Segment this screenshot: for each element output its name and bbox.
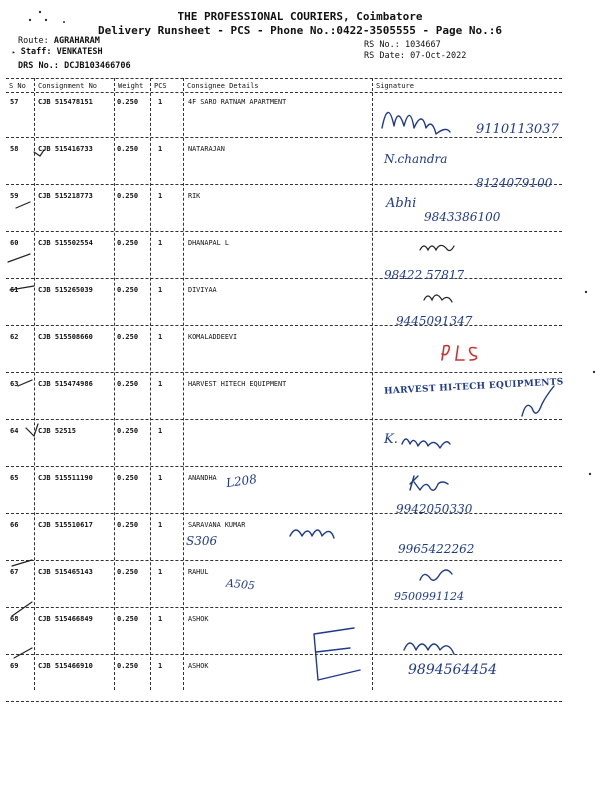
speckle-mark xyxy=(589,473,591,475)
row-pcs: 1 xyxy=(158,239,163,247)
row-consignment: CJB 515465143 xyxy=(38,568,93,576)
row-pcs: 1 xyxy=(158,568,163,576)
row-sno: 68 xyxy=(10,615,19,623)
handwritten-name: Abhi xyxy=(386,196,417,211)
handwritten-flat: S306 xyxy=(186,534,218,548)
handwritten-phone: 9894564454 xyxy=(408,662,498,678)
check-mark-icon xyxy=(34,150,44,156)
check-mark-icon xyxy=(12,560,32,566)
row-pcs: 1 xyxy=(158,333,163,341)
row-consignment: CJB 515508660 xyxy=(38,333,93,341)
row-consignment: CJB 515474986 xyxy=(38,380,93,388)
signature-scribble xyxy=(442,346,476,360)
row-sno: 67 xyxy=(10,568,19,576)
handwritten-phone: 8124079100 xyxy=(476,176,553,190)
signature-scribble xyxy=(522,386,554,416)
row-pcs: 1 xyxy=(158,521,163,529)
row-weight: 0.250 xyxy=(117,474,139,482)
row-consignee: HARVEST HITECH EQUIPMENT xyxy=(188,380,287,388)
runsheet-title: Delivery Runsheet - PCS - Phone No.:0422-3505555 - Page No.:6 xyxy=(98,24,502,37)
row-pcs: 1 xyxy=(158,615,163,623)
speckle-mark xyxy=(585,291,587,293)
handwritten-name: K. xyxy=(384,432,398,447)
staff-value: VENKATESH xyxy=(56,47,103,57)
handwritten-phone: 9500991124 xyxy=(394,590,464,603)
row-consignee: KOMALADDEEVI xyxy=(188,333,238,341)
signature-scribble xyxy=(424,295,452,302)
handwritten-phone: 9942050330 xyxy=(396,502,473,516)
col-header-consignment: Consignment No xyxy=(38,82,98,90)
handwritten-phone: 9445091347 xyxy=(396,314,473,328)
row-consignment: CJB 515510617 xyxy=(38,521,93,529)
handwritten-phone: 9110113037 xyxy=(476,122,559,137)
row-pcs: 1 xyxy=(158,662,163,670)
row-consignee: DHANAPAL L xyxy=(188,239,229,247)
rs-no-value: 1034667 xyxy=(404,40,441,50)
row-weight: 0.250 xyxy=(117,568,139,576)
row-sno: 63 xyxy=(10,380,19,388)
col-header-signature: Signature xyxy=(376,82,414,90)
drs-label: DRS No.: xyxy=(18,61,59,71)
row-sno: 57 xyxy=(10,98,19,106)
col-header-consignee: Consignee Details xyxy=(187,82,259,90)
check-mark-icon xyxy=(18,380,32,386)
signature-scribble xyxy=(382,112,450,134)
signature-scribble xyxy=(420,245,454,250)
drs-value: DCJB103466706 xyxy=(64,61,131,71)
row-consignment: CJB 515466849 xyxy=(38,615,93,623)
check-mark-icon xyxy=(10,286,34,290)
row-consignee: ANANDHA xyxy=(188,474,217,482)
row-consignee: ASHOK xyxy=(188,662,209,670)
row-weight: 0.250 xyxy=(117,145,139,153)
col-header-pcs: PCS xyxy=(154,82,167,90)
signature-scribble xyxy=(404,643,454,654)
check-mark-icon xyxy=(8,254,30,262)
row-pcs: 1 xyxy=(158,380,163,388)
signature-scribble xyxy=(410,476,448,490)
row-weight: 0.250 xyxy=(117,239,139,247)
rs-date-value: 07-Oct-2022 xyxy=(410,51,467,61)
row-pcs: 1 xyxy=(158,427,163,435)
signature-scribble xyxy=(290,530,334,538)
route-value: AGRAHARAM xyxy=(53,36,100,46)
signature-scribble xyxy=(314,628,360,680)
handwritten-flat: L208 xyxy=(225,471,258,491)
speckle-mark xyxy=(39,11,41,13)
row-weight: 0.250 xyxy=(117,521,139,529)
row-weight: 0.250 xyxy=(117,615,139,623)
row-sno: 61 xyxy=(10,286,19,294)
company-stamp: HARVEST HI-TECH EQUIPMENTS xyxy=(383,377,564,397)
signature-scribble xyxy=(420,570,452,580)
row-consignment: CJB 515265039 xyxy=(38,286,93,294)
speckle-mark xyxy=(29,19,31,21)
arrow-mark-icon: ▸ xyxy=(12,49,16,56)
row-consignee: NATARAJAN xyxy=(188,145,225,153)
handwritten-phone: 98422 57817 xyxy=(384,268,465,282)
row-consignment: CJB 515502554 xyxy=(38,239,93,247)
row-sno: 64 xyxy=(10,427,19,435)
speckle-mark xyxy=(593,371,595,373)
row-sno: 58 xyxy=(10,145,19,153)
check-mark-icon xyxy=(14,648,32,658)
row-consignee: SARAVANA KUMAR xyxy=(188,521,246,529)
handwritten-phone: 9965422262 xyxy=(398,542,475,556)
rs-date-label: RS Date: xyxy=(364,51,405,61)
row-pcs: 1 xyxy=(158,98,163,106)
check-mark-icon xyxy=(26,424,38,436)
speckle-mark xyxy=(45,19,47,21)
row-consignment: CJB 515416733 xyxy=(38,145,93,153)
row-consignee: DIVIYAA xyxy=(188,286,217,294)
route-label: Route: xyxy=(18,36,49,46)
row-weight: 0.250 xyxy=(117,98,139,106)
staff-label: Staff: xyxy=(20,47,52,57)
row-sno: 69 xyxy=(10,662,19,670)
row-consignee: RAHUL xyxy=(188,568,209,576)
row-weight: 0.250 xyxy=(117,333,139,341)
speckle-mark xyxy=(63,21,65,23)
row-sno: 59 xyxy=(10,192,19,200)
row-consignment: CJB 515218773 xyxy=(38,192,93,200)
row-consignment: CJB 515466910 xyxy=(38,662,93,670)
col-header-sno: S No xyxy=(9,82,26,90)
row-weight: 0.250 xyxy=(117,192,139,200)
row-consignment: CJB 52515 xyxy=(38,427,76,435)
handwritten-name: N.chandra xyxy=(384,152,448,166)
row-sno: 65 xyxy=(10,474,19,482)
row-consignee: ASHOK xyxy=(188,615,209,623)
row-consignment: CJB 515478151 xyxy=(38,98,93,106)
row-weight: 0.250 xyxy=(117,286,139,294)
row-consignee: RIK xyxy=(188,192,201,200)
check-mark-icon xyxy=(12,602,32,616)
row-consignee: 4F SARO RATNAM APARTMENT xyxy=(188,98,287,106)
signature-scribble xyxy=(402,439,450,448)
handwritten-phone: 9843386100 xyxy=(424,210,501,224)
row-weight: 0.250 xyxy=(117,427,139,435)
row-pcs: 1 xyxy=(158,145,163,153)
company-title: THE PROFESSIONAL COURIERS, Coimbatore xyxy=(177,10,423,23)
check-mark-icon xyxy=(16,202,30,208)
row-sno: 60 xyxy=(10,239,19,247)
row-pcs: 1 xyxy=(158,474,163,482)
handwritten-flat: A505 xyxy=(225,576,256,593)
row-consignment: CJB 515511190 xyxy=(38,474,93,482)
row-sno: 66 xyxy=(10,521,19,529)
rs-no-label: RS No.: xyxy=(364,40,400,50)
row-pcs: 1 xyxy=(158,192,163,200)
col-header-weight: Weight xyxy=(118,82,144,90)
row-pcs: 1 xyxy=(158,286,163,294)
row-sno: 62 xyxy=(10,333,19,341)
row-weight: 0.250 xyxy=(117,662,139,670)
row-weight: 0.250 xyxy=(117,380,139,388)
